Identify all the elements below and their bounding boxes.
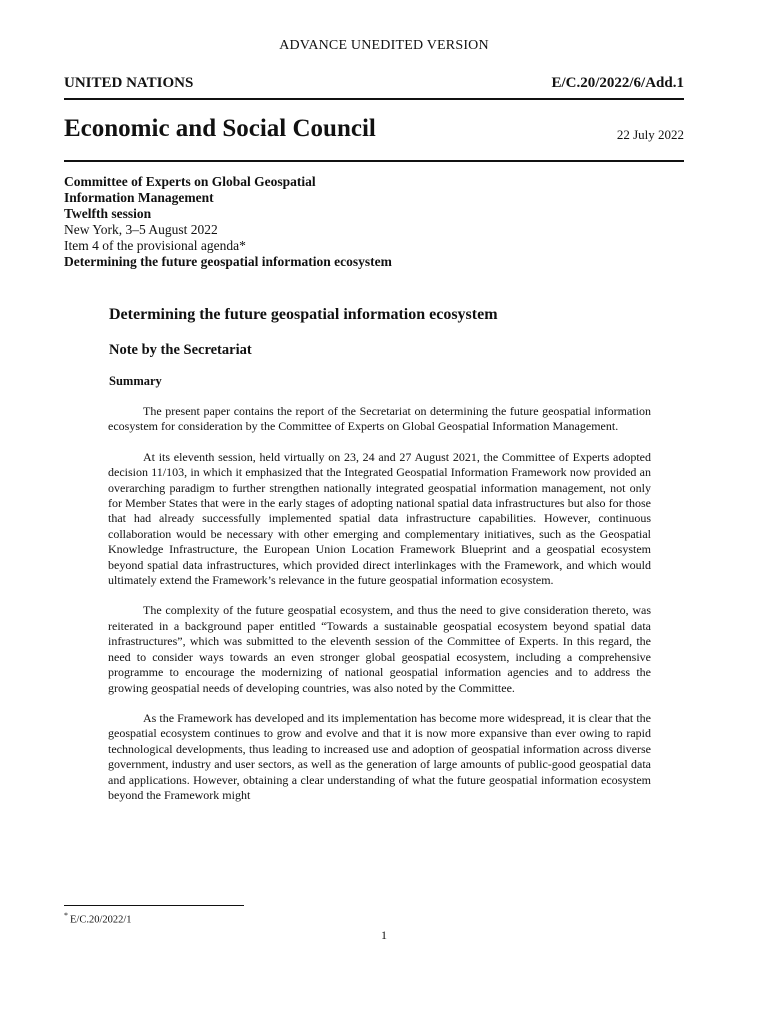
committee-block: [64, 174, 404, 270]
footnote: [64, 911, 132, 926]
document-subtitle: Note by the Secretariat: [109, 342, 252, 358]
masthead-row: [64, 75, 684, 92]
council-title: Economic and Social Council: [64, 115, 376, 142]
paragraph: The present paper contains the report of the Secretariat on determining the future geospatial information ecosystem for consideration by the Committee of Experts on Global Geospatial Information Management.: [108, 404, 651, 434]
header-divider: [64, 160, 684, 162]
paragraph: At its eleventh session, held virtually on 23, 24 and 27 August 2021, the Committee of Experts adopted decision 11/103, in which it emphasized that the Integrated Geospatial Information Framework now provided an overarching paradigm to further strengthen nationally integrated geospatial information management, not only for Member States that were in the early stages of adopting national spatial data infrastructures but also for those that had already successfully implemented spatial data infrastructure capabilities. However, continuous collaboration would be necessary with other emerging and complementary initiatives, such as the Geospatial Knowledge Infrastructure, the European Union Location Framework Blueprint and a geospatial ecosystem beyond spatial data infrastructures, which provided direct interlinkages with the Framework, and which would ultimately extend the Framework’s relevance in the future geospatial information ecosystem.: [108, 449, 651, 588]
summary-body: [108, 404, 651, 818]
paragraph: As the Framework has developed and its implementation has become more widespread, it is clear that the geospatial ecosystem continues to grow and evolve and that it is now more expansive than ever owing to rapid technological developments, thus leading to increased use and adoption of geospatial information across diverse government, industry and user sectors, as well as the generation of large amounts of public-good geospatial data and applications. However, obtaining a clear understanding of what the future geospatial information ecosystem beyond the Framework might: [108, 710, 651, 802]
advance-version-label: ADVANCE UNEDITED VERSION: [279, 38, 489, 53]
committee-name-line1: Committee of Experts on Global Geospatial: [64, 174, 316, 189]
footnote-text: E/C.20/2022/1: [70, 914, 132, 926]
page-number: 1: [381, 928, 387, 942]
document-symbol: E/C.20/2022/6/Add.1: [551, 75, 684, 91]
session-place: New York, 3–5 August 2022: [64, 222, 218, 237]
paragraph: The complexity of the future geospatial ecosystem, and thus the need to give consideration thereto, was reiterated in a background paper entitled “Towards a sustainable geospatial ecosystem beyond spatial data infrastructures”, which was submitted to the eleventh session of the Committee of Experts. In this regard, the need to consider ways towards an even stronger global geospatial ecosystem, including a comprehensive programme to encourage the modernizing of national geospatial information agencies and to address the growing geospatial needs of developing countries, was also noted by the Committee.: [108, 603, 651, 695]
agenda-item: Item 4 of the provisional agenda*: [64, 238, 246, 253]
document-title: Determining the future geospatial information ecosystem: [109, 306, 498, 323]
footnote-marker: *: [64, 911, 68, 920]
agenda-topic: Determining the future geospatial information ecosystem: [64, 254, 392, 269]
footnote-divider: [64, 905, 244, 906]
document-date: 22 July 2022: [616, 127, 684, 142]
summary-heading: Summary: [109, 374, 162, 388]
top-divider: [64, 98, 684, 100]
session-label: Twelfth session: [64, 206, 152, 221]
committee-name-line2: Information Management: [64, 190, 214, 205]
org-name: UNITED NATIONS: [64, 75, 194, 91]
